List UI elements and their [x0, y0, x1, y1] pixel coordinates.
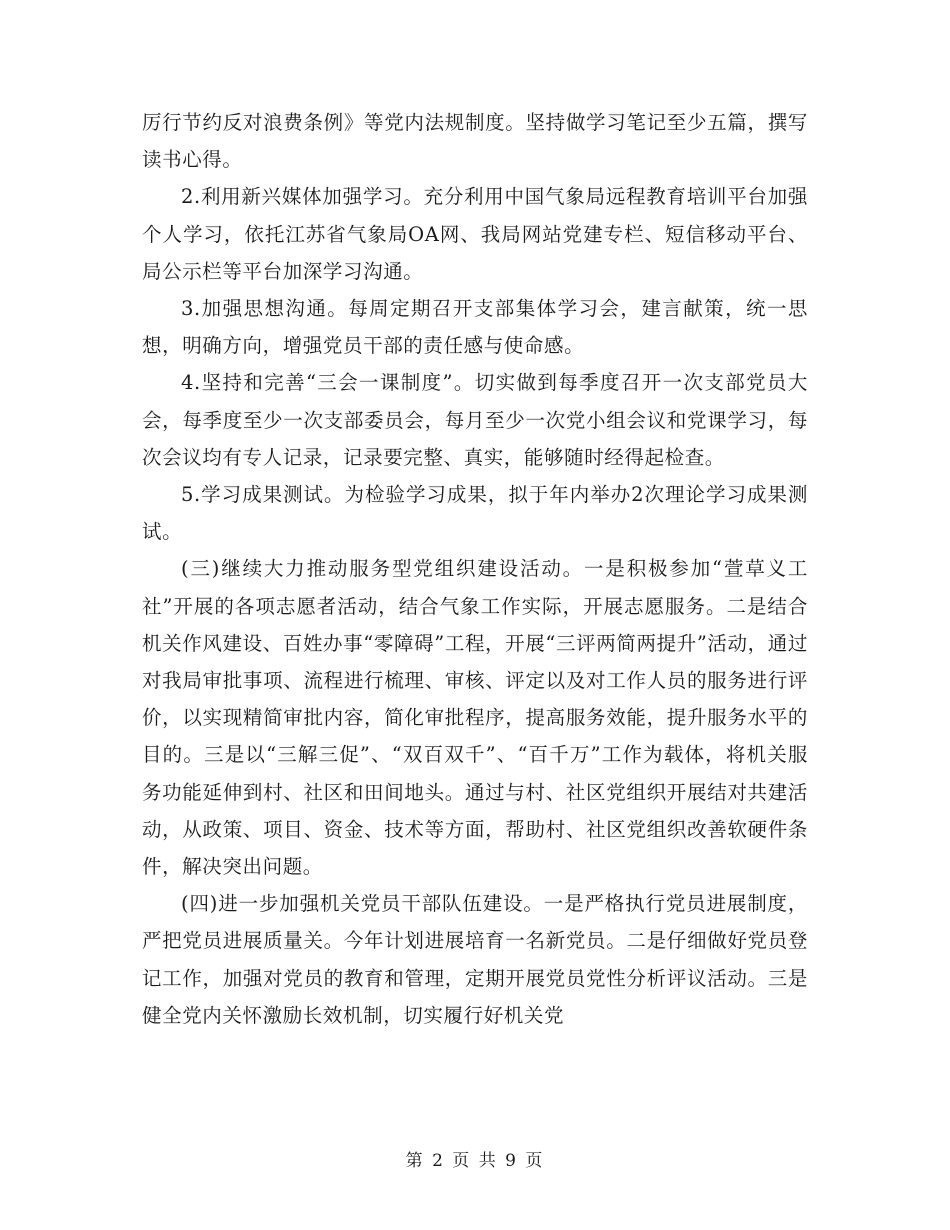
- page-footer: 第 2 页 共 9 页: [405, 1151, 545, 1171]
- paragraph-5: 5.学习成果测试。为检验学习成果，拟于年内举办2次理论学习成果测试。: [142, 483, 808, 544]
- paragraph-4: 4.坚持和完善“三会一课制度”。切实做到每季度召开一次支部党员大会，每季度至少一次支部委员会，每月至少一次党小组会议和党课学习，每次会议均有专人记录，记录要完整、真实，能够随时经得起检查。: [142, 371, 808, 469]
- document-body: [142, 104, 808, 1034]
- paragraph-3: 3.加强思想沟通。每周定期召开支部集体学习会，建言献策，统一思想，明确方向，增强党员干部的责任感与使命感。: [142, 297, 808, 358]
- paragraph-7: (四)进一步加强机关党员干部队伍建设。一是严格执行党员进展制度，严把党员进展质量关。今年计划进展培育一名新党员。二是仔细做好党员登记工作，加强对党员的教育和管理，定期开展党员党性分析评议活动。三是健全党内关怀激励长效机制，切实履行好机关党: [142, 892, 808, 1027]
- paragraph-6: (三)继续大力推动服务型党组织建设活动。一是积极参加“萱草义工社”开展的各项志愿者活动，结合气象工作实际，开展志愿服务。二是结合机关作风建设、百姓办事“零障碍”工程，开展“三评两简两提升”活动，通过对我局审批事项、流程进行梳理、审核、评定以及对工作人员的服务进行评价，以实现精简审批内容，简化审批程序，提高服务效能，提升服务水平的目的。三是以“三解三促”、“双百双千”、“百千万”工作为载体，将机关服务功能延伸到村、社区和田间地头。通过与村、社区党组织开展结对共建活动，从政策、项目、资金、技术等方面，帮助村、社区党组织改善软硬件条件，解决突出问题。: [142, 557, 808, 879]
- paragraph-2: 2.利用新兴媒体加强学习。充分利用中国气象局远程教育培训平台加强个人学习，依托江苏省气象局OA网、我局网站党建专栏、短信移动平台、局公示栏等平台加深学习沟通。: [142, 185, 808, 283]
- paragraph-1: 厉行节约反对浪费条例》等党内法规制度。坚持做学习笔记至少五篇，撰写读书心得。: [142, 111, 808, 172]
